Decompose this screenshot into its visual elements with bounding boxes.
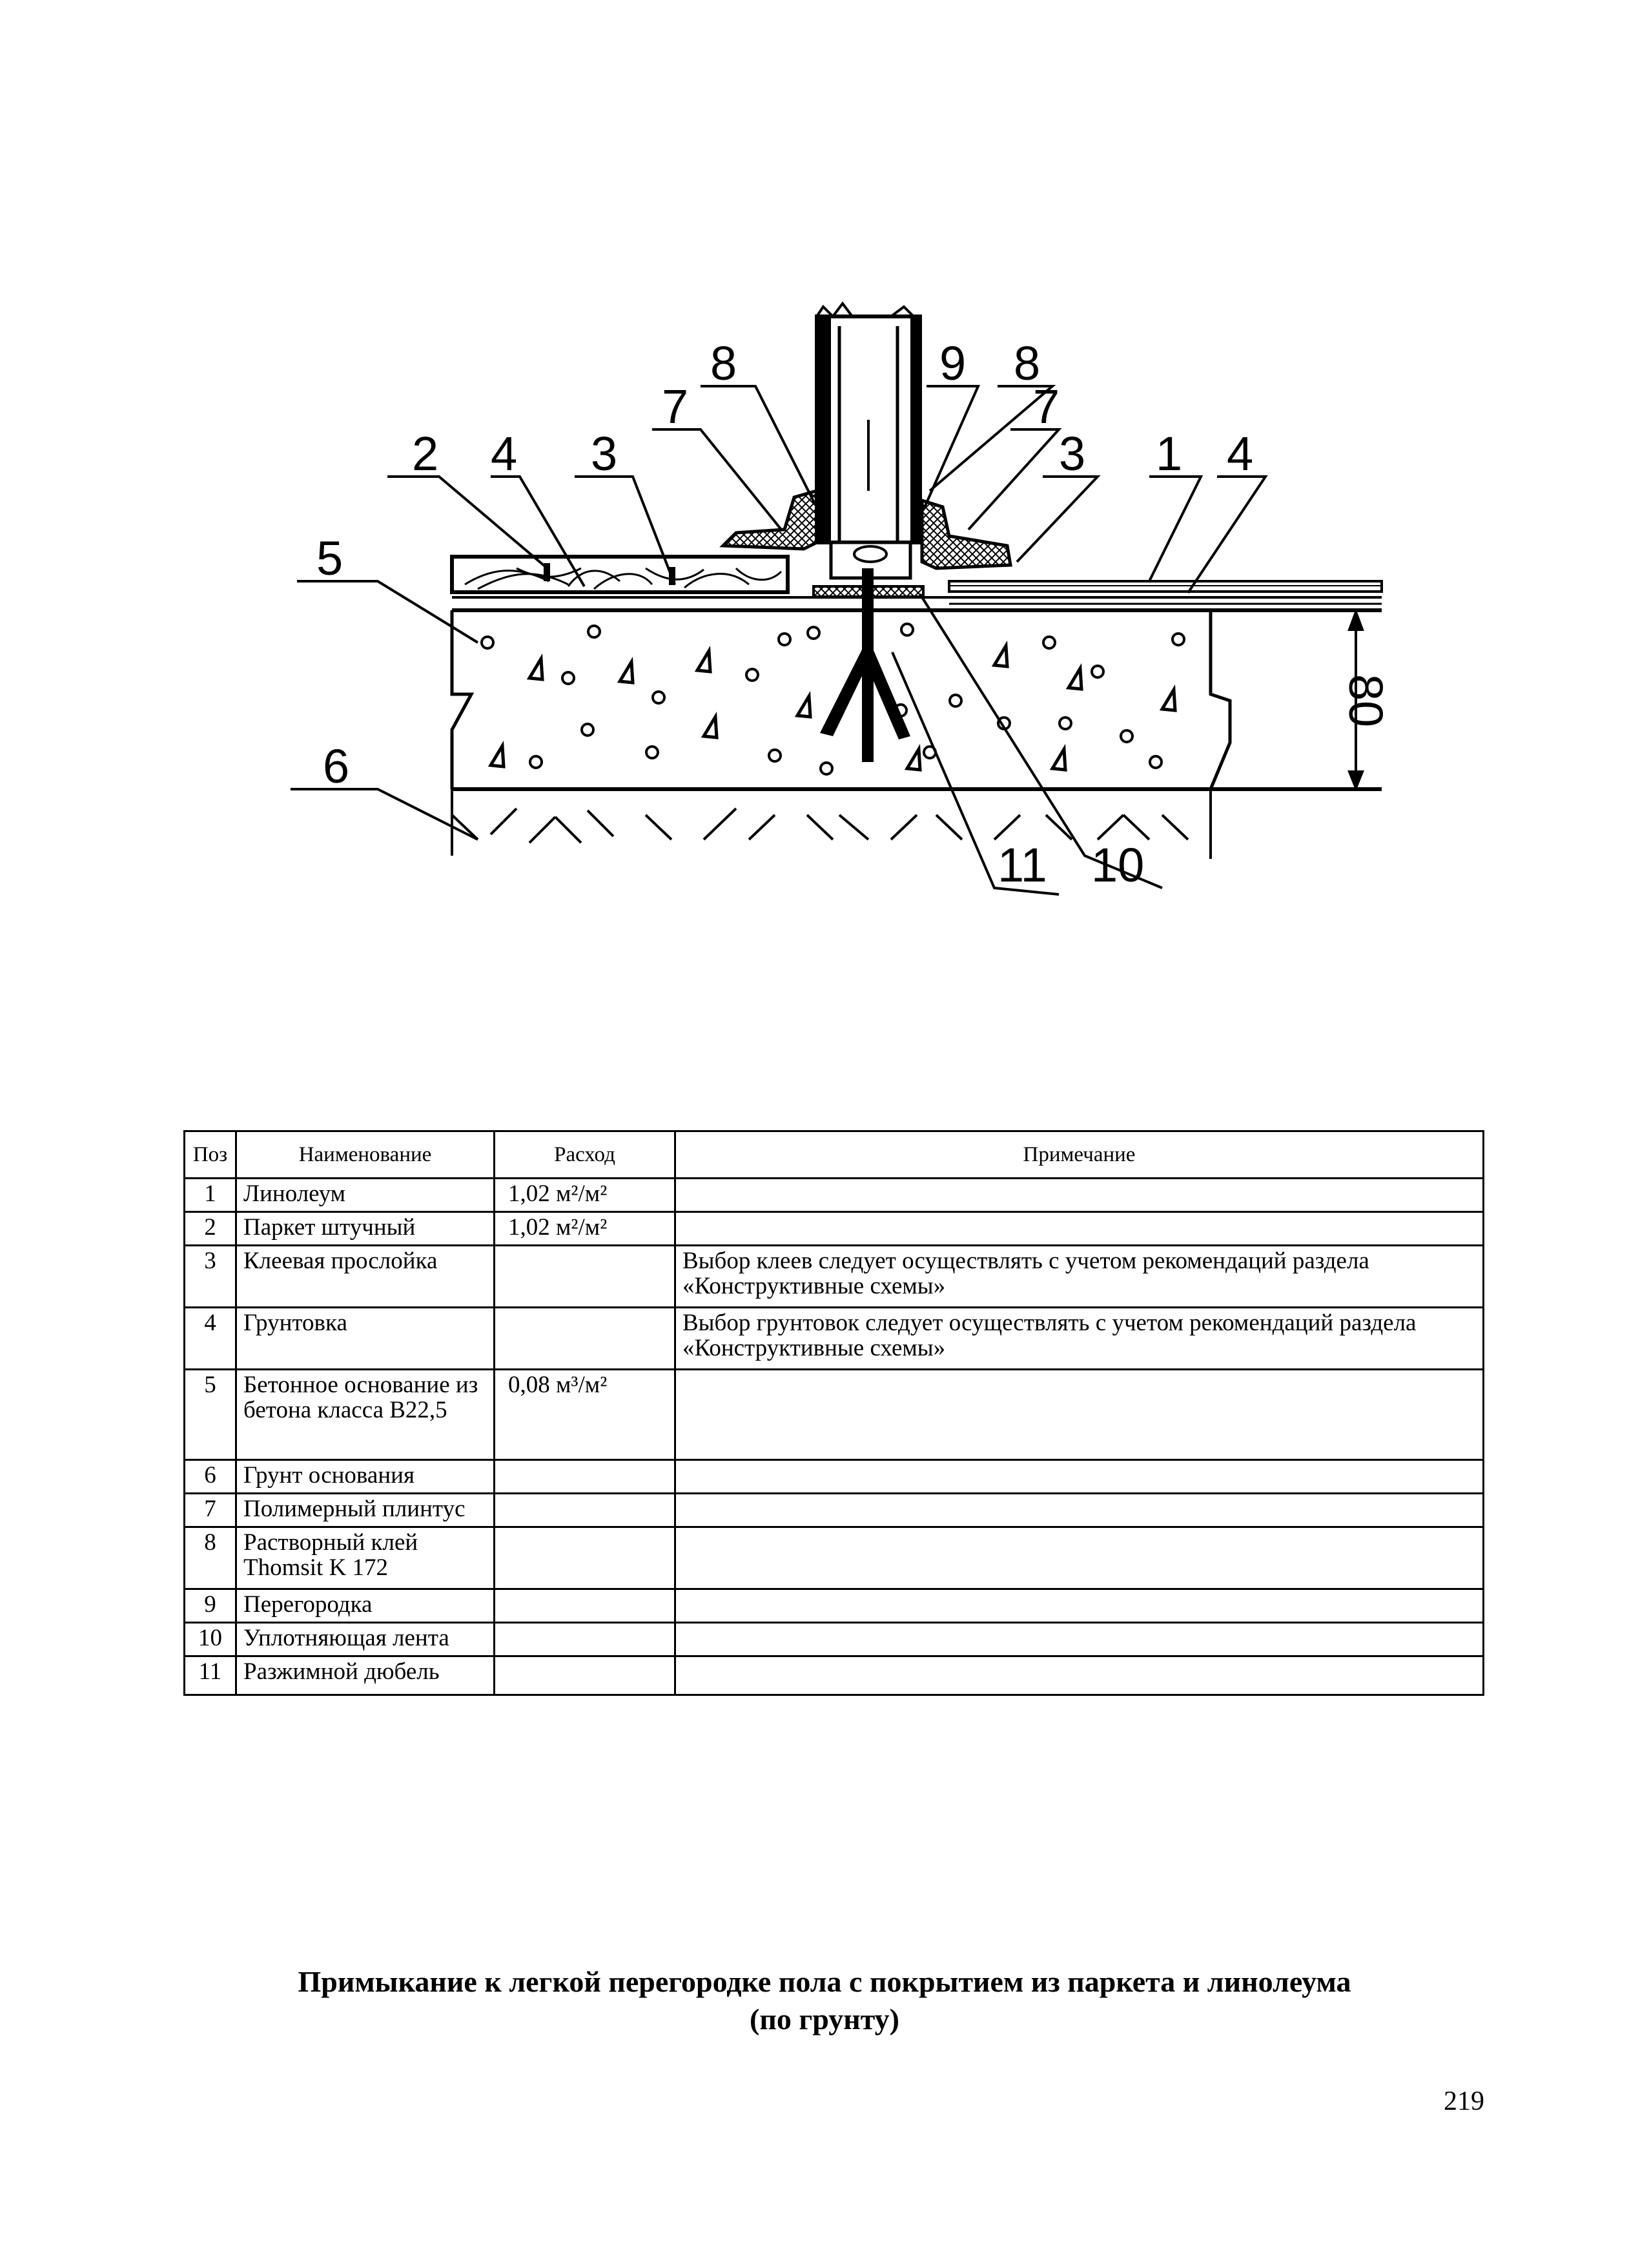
caption-line-2: (по грунту) bbox=[750, 2002, 899, 2036]
cell-name: Полимерный плинтус bbox=[236, 1494, 495, 1527]
cell-pos: 8 bbox=[185, 1527, 236, 1589]
cell-name: Разжимной дюбель bbox=[236, 1656, 495, 1695]
partition-wall bbox=[817, 304, 922, 578]
header-note: Примечание bbox=[675, 1131, 1484, 1179]
callout-8-left: 8 bbox=[710, 336, 737, 390]
cell-note bbox=[675, 1589, 1484, 1623]
cell-rate bbox=[495, 1623, 675, 1656]
page-number: 219 bbox=[1444, 2087, 1484, 2116]
cell-pos: 1 bbox=[185, 1179, 236, 1212]
concrete-base-right-edge bbox=[1211, 610, 1230, 789]
cell-note bbox=[675, 1527, 1484, 1589]
callout-7-left: 7 bbox=[662, 380, 689, 433]
cell-note bbox=[675, 1460, 1484, 1494]
cell-pos: 3 bbox=[185, 1246, 236, 1308]
table-row bbox=[185, 1246, 1484, 1308]
cell-name: Грунт основания bbox=[236, 1460, 495, 1494]
cell-pos: 2 bbox=[185, 1212, 236, 1246]
table-row bbox=[185, 1370, 1484, 1460]
caption-line-1: Примыкание к легкой перегородке пола с покрытием из паркета и линолеума bbox=[298, 1965, 1351, 1998]
concrete-aggregate bbox=[482, 624, 1184, 774]
cell-rate: 1,02 м²/м² bbox=[495, 1179, 675, 1212]
cell-note bbox=[675, 1623, 1484, 1656]
table-header-row bbox=[185, 1131, 1484, 1179]
ground-hatching bbox=[452, 809, 1188, 843]
callout-3-left: 3 bbox=[591, 427, 618, 480]
table-row bbox=[185, 1212, 1484, 1246]
cell-note bbox=[675, 1179, 1484, 1212]
table-row bbox=[185, 1494, 1484, 1527]
cell-rate bbox=[495, 1246, 675, 1308]
cell-name: Перегородка bbox=[236, 1589, 495, 1623]
dimension-value: 80 bbox=[1339, 674, 1393, 728]
callout-11: 11 bbox=[998, 838, 1047, 892]
cell-note bbox=[675, 1370, 1484, 1460]
table-row bbox=[185, 1460, 1484, 1494]
cell-rate: 0,08 м³/м² bbox=[495, 1370, 675, 1460]
cell-pos: 5 bbox=[185, 1370, 236, 1460]
callout-4-left: 4 bbox=[491, 427, 518, 480]
floor-junction-drawing bbox=[0, 0, 1649, 936]
cell-name: Уплотняющая лента bbox=[236, 1623, 495, 1656]
cell-pos: 11 bbox=[185, 1656, 236, 1695]
callout-9: 9 bbox=[939, 336, 967, 390]
cell-name: Растворный клей Thomsit K 172 bbox=[236, 1527, 495, 1589]
table-row bbox=[185, 1179, 1484, 1212]
callout-7-right: 7 bbox=[1033, 380, 1060, 433]
skirting-left bbox=[723, 491, 817, 549]
figure-caption bbox=[0, 1963, 1649, 2037]
cell-rate bbox=[495, 1589, 675, 1623]
cell-note bbox=[675, 1494, 1484, 1527]
cell-note bbox=[675, 1212, 1484, 1246]
cell-name: Линолеум bbox=[236, 1179, 495, 1212]
cell-rate bbox=[495, 1656, 675, 1695]
cell-note: Выбор клеев следует осуществлять с учетом рекомендаций раздела «Конструктивные схемы» bbox=[675, 1246, 1484, 1308]
cell-rate: 1,02 м²/м² bbox=[495, 1212, 675, 1246]
cell-name: Бетонное основание из бетона класса В22,5 bbox=[236, 1370, 495, 1460]
callout-3-right: 3 bbox=[1059, 427, 1086, 480]
callout-4-right: 4 bbox=[1227, 427, 1254, 480]
cell-rate bbox=[495, 1494, 675, 1527]
skirting-right bbox=[922, 500, 1010, 568]
callout-5: 5 bbox=[316, 531, 343, 585]
cell-pos: 9 bbox=[185, 1589, 236, 1623]
cell-name: Клеевая прослойка bbox=[236, 1246, 495, 1308]
callout-8-right: 8 bbox=[1014, 336, 1041, 390]
header-pos: Поз bbox=[185, 1131, 236, 1179]
cell-pos: 7 bbox=[185, 1494, 236, 1527]
cell-rate bbox=[495, 1527, 675, 1589]
callout-1: 1 bbox=[1156, 427, 1183, 480]
cell-pos: 6 bbox=[185, 1460, 236, 1494]
table-row bbox=[185, 1656, 1484, 1695]
cell-note bbox=[675, 1656, 1484, 1695]
cell-pos: 10 bbox=[185, 1623, 236, 1656]
table-row bbox=[185, 1623, 1484, 1656]
cell-note: Выбор грунтовок следует осуществлять с учетом рекомендаций раздела «Конструктивные схемы» bbox=[675, 1308, 1484, 1370]
header-name: Наименование bbox=[236, 1131, 495, 1179]
callout-10: 10 bbox=[1091, 838, 1145, 892]
cell-rate bbox=[495, 1308, 675, 1370]
header-rate: Расход bbox=[495, 1131, 675, 1179]
callout-2: 2 bbox=[412, 427, 439, 480]
cell-pos: 4 bbox=[185, 1308, 236, 1370]
table-row bbox=[185, 1527, 1484, 1589]
table-row bbox=[185, 1589, 1484, 1623]
cell-rate bbox=[495, 1460, 675, 1494]
cell-name: Паркет штучный bbox=[236, 1212, 495, 1246]
cell-name: Грунтовка bbox=[236, 1308, 495, 1370]
table-row bbox=[185, 1308, 1484, 1370]
callout-6: 6 bbox=[323, 739, 350, 793]
specification-table bbox=[183, 1130, 1484, 1696]
